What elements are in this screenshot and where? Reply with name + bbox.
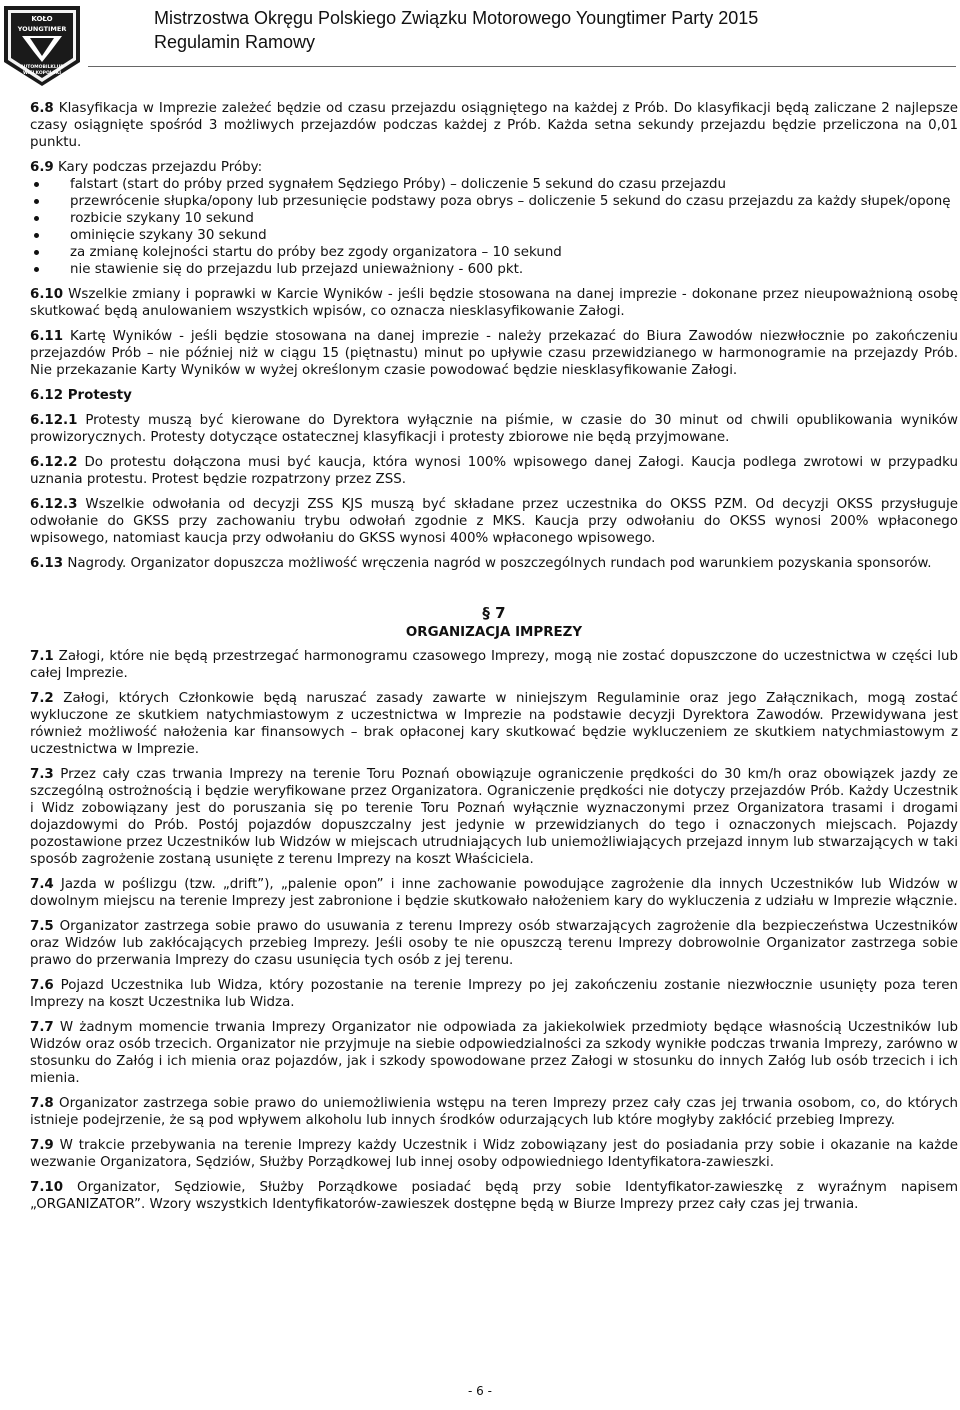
paragraph-number: 7.5	[30, 919, 54, 934]
section-7-heading	[30, 602, 958, 642]
paragraph-text: W żadnym momencie trwania Imprezy Organizator nie odpowiada za jakiekolwiek przedmioty będące własnością Uczestników lub Widzów oraz osób trzecich. Organizator nie przyjmuje na siebie odpowiedzialności za szkody wynikłe podczas trwania Imprezy, zarówno w stosunku do Załóg i ich mienia oraz pojazdów, jak i szkody spowodowane przez Załogi w stosunku do innych Załóg lub osób trzecich i ich mienia.	[30, 1020, 958, 1086]
penalty-list	[30, 176, 958, 278]
paragraph-6-12-3	[30, 496, 958, 547]
list-item: nie stawienie się do przejazdu lub przejazd unieważniony - 600 pkt.	[30, 261, 958, 278]
section-sign: § 7	[482, 604, 506, 622]
paragraph-6-10	[30, 286, 958, 320]
paragraph-text: Jazda w poślizgu (tzw. „drift”), „palenie opon” i inne zachowanie powodujące zagrożenie dla innych Uczestników lub Widzów w dowolnym miejscu na terenie Imprezy jest zabronione i będzie skutkowało nałożeniem kary do wykluczenia z udziału w Imprezie włącznie.	[30, 877, 958, 909]
paragraph-text: Nagrody. Organizator dopuszcza możliwość wręczenia nagród w poszczególnych rundach pod warunkiem pozyskania sponsorów.	[67, 556, 932, 571]
paragraph-7-5	[30, 918, 958, 969]
paragraph-number: 7.4	[30, 877, 54, 892]
paragraph-6-9	[30, 159, 958, 176]
paragraph-7-2	[30, 690, 958, 758]
paragraph-number: 6.12.2	[30, 455, 78, 470]
paragraph-7-3	[30, 766, 958, 868]
paragraph-number: 6.12.3	[30, 497, 78, 512]
paragraph-6-8	[30, 100, 958, 151]
paragraph-6-11	[30, 328, 958, 379]
document-title: Mistrzostwa Okręgu Polskiego Związku Motorowego Youngtimer Party 2015	[154, 8, 759, 28]
svg-text:YOUNGTIMER: YOUNGTIMER	[17, 25, 67, 33]
paragraph-number: 7.3	[30, 767, 54, 782]
page-number: - 6 -	[468, 1384, 492, 1398]
paragraph-number: 7.10	[30, 1180, 64, 1195]
svg-text:KOŁO: KOŁO	[31, 15, 53, 23]
paragraph-number: 6.13	[30, 556, 64, 571]
list-item: ominięcie szykany 30 sekund	[30, 227, 958, 244]
paragraph-text: Organizator zastrzega sobie prawo do usuwania z terenu Imprezy osób stwarzających zagrożenie dla bezpieczeństwa Uczestników oraz Widzów lub zakłócających przebieg Imprezy. Jeśli osoby te nie opuszczą terenu Imprezy dobrowolnie Organizator zastrzega sobie prawo do przerwania Imprezy do czasu usunięcia tych osób z jej terenu.	[30, 919, 958, 968]
svg-text:AUTOMOBILKLUB: AUTOMOBILKLUB	[20, 65, 64, 70]
paragraph-number: 7.7	[30, 1020, 54, 1035]
list-item: przewrócenie słupka/opony lub przesunięcie podstawy poza obrys – doliczenie 5 sekund do czasu przejazdu za każdy słupek/oponę	[30, 193, 958, 210]
paragraph-number: 6.9	[30, 160, 54, 175]
paragraph-text: Przez cały czas trwania Imprezy na terenie Toru Poznań obowiązuje ograniczenie prędkości do 30 km/h oraz obowiązek jazdy ze szczególną ostrożnością i będzie weryfikowane przez Organizatora. Ograniczenie prędkości nie dotyczy przejazdów Prób. Każdy Uczestnik i Widz zobowiązany jest do poruszania się po terenie Toru Poznań wyłącznie wyznaczonymi przez Organizatora trasami i drogami dojazdowymi do Prób. Postój pojazdów dopuszczalny jest jedynie w przewidzianych do tego i oznaczonych miejscach. Pojazdy pozostawione przez Uczestników lub Widzów w miejscach utrudniających lub uniemożliwiających przejazd innym lub stwarzających w taki sposób zagrożenie zostaną usunięte z terenu Imprezy na koszt Właściciela.	[30, 767, 958, 867]
paragraph-number: 6.8	[30, 101, 54, 116]
paragraph-7-8	[30, 1095, 958, 1129]
paragraph-text: Kary podczas przejazdu Próby:	[58, 160, 263, 175]
paragraph-text: Załogi, których Członkowie będą naruszać zasady zawarte w niniejszym Regulaminie oraz jego Załącznikach, mogą zostać wykluczone ze skutkiem natychmiastowym z uczestnictwa w Imprezie na podstawie decyzji Dyrektora Zawodów. Przewidywana jest również możliwość nałożenia kar finansowych – brak opłaconej kary skutkować będzie wykluczeniem ze skutkiem natychmiastowym z uczestnictwa w Imprezie.	[30, 691, 958, 757]
paragraph-7-6	[30, 977, 958, 1011]
paragraph-number: 6.11	[30, 329, 64, 344]
paragraph-text: Kartę Wyników - jeśli będzie stosowana na danej imprezie - należy przekazać do Biura Zawodów niezwłocznie po zakończeniu przejazdów Prób – nie później niż w ciągu 15 (piętnastu) minut po upływie czasu przewidzianego w harmonogramie na przejazdy Prób. Nie przekazanie Karty Wyników w wyżej określonym czasie powodować będzie niesklasyfikowanie Załogi.	[30, 329, 958, 378]
paragraph-7-10	[30, 1179, 958, 1213]
paragraph-text: Wszelkie zmiany i poprawki w Karcie Wyników - jeśli będzie stosowana na danej imprezie - dokonane przez nieupoważnioną osobę skutkować będą anulowaniem wszystkich wpisów, co oznacza niesklasyfikowanie Załogi.	[30, 287, 958, 319]
header-divider	[88, 66, 956, 67]
header-titles	[154, 6, 758, 54]
paragraph-text: Organizator, Sędziowie, Służby Porządkowe posiadać będą przy sobie Identyfikator-zawieszkę z wyraźnym napisem „ORGANIZATOR”. Wzory wszystkich Identyfikatorów-zawieszek dostępne będą w Biurze Imprezy przez cały czas jej trwania.	[30, 1180, 958, 1212]
paragraph-text: Załogi, które nie będą przestrzegać harmonogramu czasowego Imprezy, mogą nie zostać dopuszczone do uczestnictwa w części lub całej Imprezie.	[30, 649, 958, 681]
paragraph-text: Organizator zastrzega sobie prawo do uniemożliwienia wstępu na teren Imprezy przez cały czas jej trwania osobom, co, do których istnieje podejrzenie, że są pod wpływem alkoholu lub innych środków odurzających lub które mogłyby zakłócić przebieg Imprezy.	[30, 1096, 958, 1128]
paragraph-number: 6.12.1	[30, 413, 78, 428]
paragraph-7-7	[30, 1019, 958, 1087]
paragraph-number: 7.2	[30, 691, 54, 706]
list-item: za zmianę kolejności startu do próby bez zgody organizatora – 10 sekund	[30, 244, 958, 261]
paragraph-7-4	[30, 876, 958, 910]
paragraph-number: 7.8	[30, 1096, 54, 1111]
list-item: rozbicie szykany 10 sekund	[30, 210, 958, 227]
paragraph-text: Wszelkie odwołania od decyzji ZSS KJS muszą być składane przez uczestnika do OKSS PZM. Od decyzji OKSS przysługuje odwołanie do GKSS przy zachowaniu trybu odwołań zgodnie z MKS. Kaucja przy odwołaniu do OKSS wynosi 200% wpłaconego wpisowego, natomiast kaucja przy odwołaniu do GKSS wynosi 400% wpłaconego wpisowego.	[30, 497, 958, 546]
paragraph-6-12-2	[30, 454, 958, 488]
section-title: ORGANIZACJA IMPREZY	[405, 625, 583, 640]
paragraph-text: W trakcie przebywania na terenie Imprezy każdy Uczestnik i Widz zobowiązany jest do posiadania przy sobie i okazanie na każde wezwanie Organizatora, Sędziów, Służby Porządkowej lub innej osoby odpowiedniego Identyfikatora-zawieszki.	[30, 1138, 958, 1170]
list-item: falstart (start do próby przed sygnałem Sędziego Próby) – doliczenie 5 sekund do czasu przejazdu	[30, 176, 958, 193]
paragraph-number: 6.10	[30, 287, 64, 302]
paragraph-text: Protesty muszą być kierowane do Dyrektora wyłącznie na piśmie, w czasie do 30 minut od chwili opublikowania wyników prowizorycznych. Protesty dotyczące ostatecznej klasyfikacji i protesty zbiorowe nie będą przyjmowane.	[30, 413, 958, 445]
paragraph-7-1	[30, 648, 958, 682]
paragraph-text: Do protestu dołączona musi być kaucja, która wynosi 100% wpisowego danej Załogi. Kaucja podlega zwrotowi w przypadku uznania protestu. Protest będzie rozpatrzony przez ZSS.	[30, 455, 958, 487]
svg-text:WIELKOPOLSKI: WIELKOPOLSKI	[22, 71, 62, 76]
page-header	[0, 0, 960, 90]
paragraph-number: 7.9	[30, 1138, 54, 1153]
paragraph-text: Klasyfikacja w Imprezie zależeć będzie od czasu przejazdu osiągniętego na każdej z Prób. Do klasyfikacji będą zaliczane 2 najlepsze czasy osiągnięte spośród 3 możliwych przejazdów podczas każdej z Prób. Każda setna sekundy przejazdu będzie przeliczona na 0,01 punktu.	[30, 101, 958, 150]
paragraph-number: 7.1	[30, 649, 54, 664]
paragraph-6-12-1	[30, 412, 958, 446]
paragraph-6-13	[30, 555, 958, 572]
club-logo	[4, 6, 80, 86]
paragraph-text: Pojazd Uczestnika lub Widza, który pozostanie na terenie Imprezy po jej zakończeniu zostanie niezwłocznie usunięty poza teren Imprezy na koszt Uczestnika lub Widza.	[30, 978, 958, 1010]
document-body	[30, 100, 958, 1221]
paragraph-7-9	[30, 1137, 958, 1171]
paragraph-number: 7.6	[30, 978, 54, 993]
protests-heading: 6.12 Protesty	[30, 388, 132, 403]
document-subtitle: Regulamin Ramowy	[154, 32, 316, 52]
